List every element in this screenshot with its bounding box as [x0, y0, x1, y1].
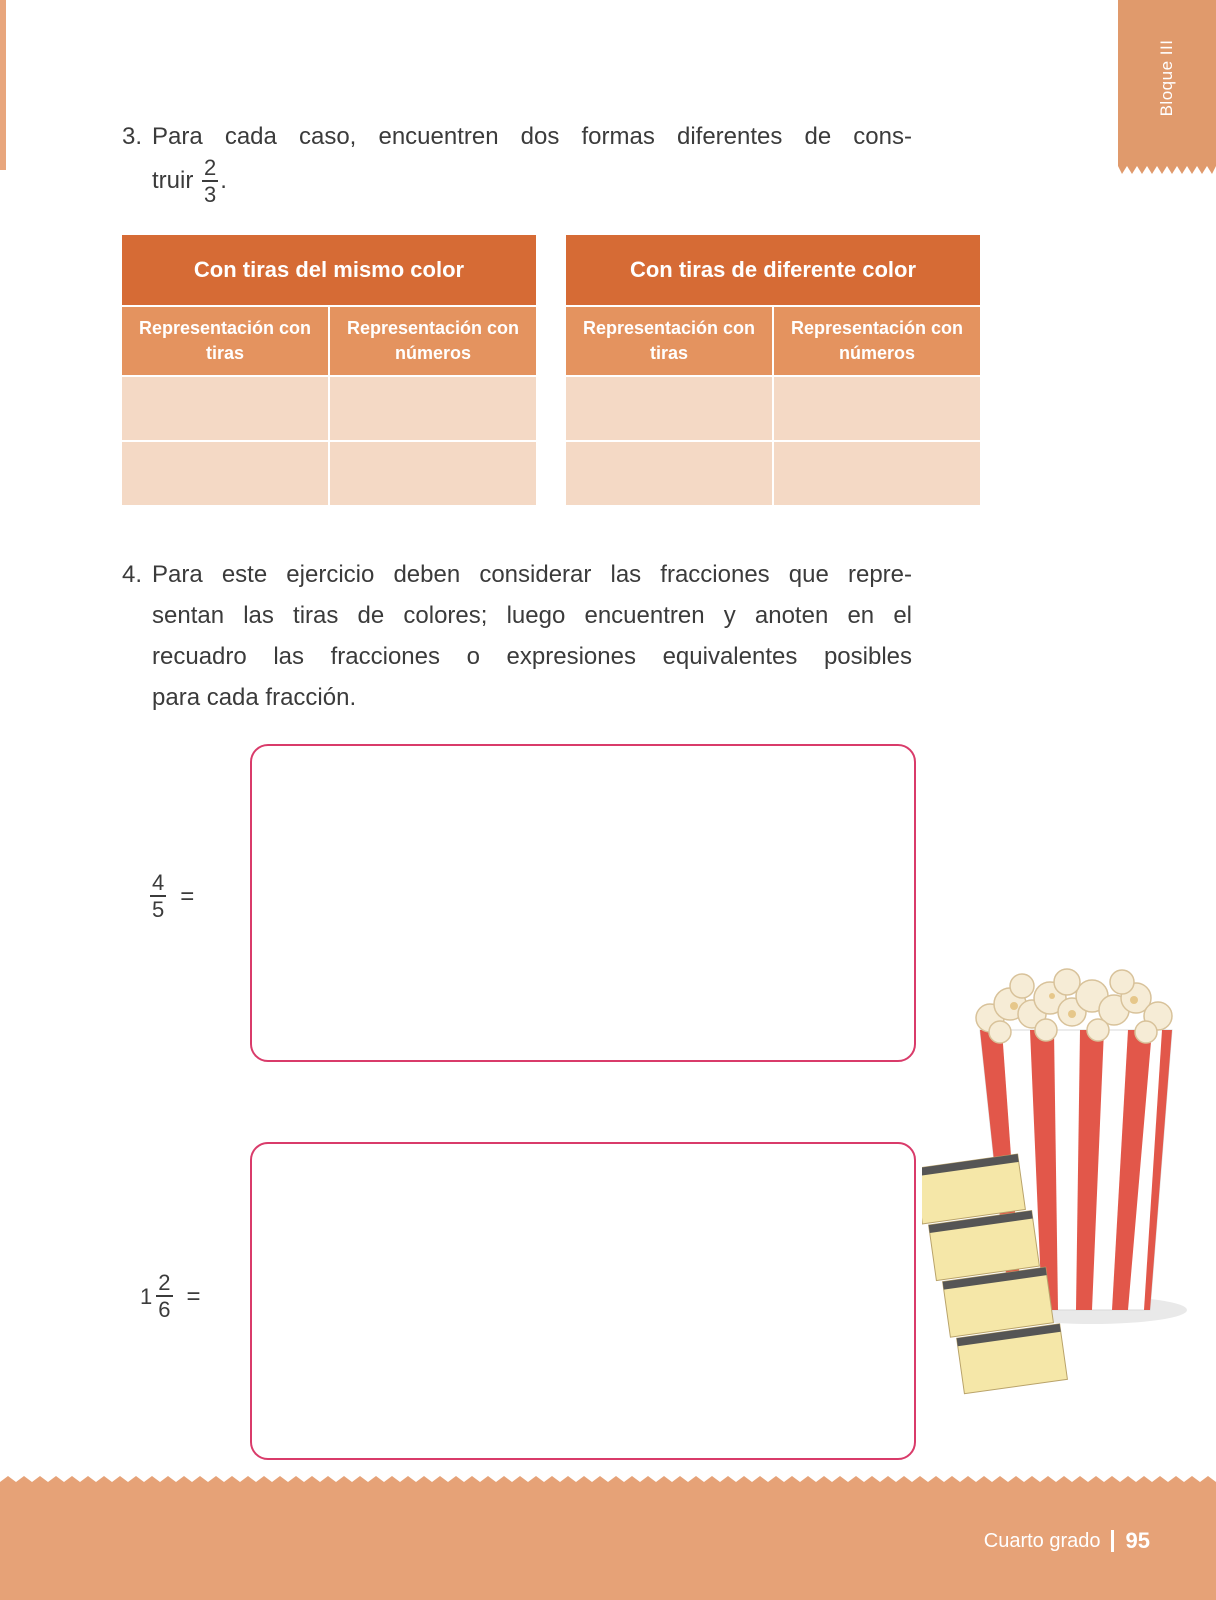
bloque-tab [1118, 0, 1216, 164]
exercise-4-text: Para este ejercicio deben considerar las fracciones que repre- [152, 561, 912, 588]
fraction-denominator: 3 [204, 182, 217, 207]
exercise-4-line [122, 554, 912, 595]
left-edge-accent [0, 0, 6, 170]
exercise-3-line1 [122, 116, 912, 157]
answer-cell[interactable] [122, 442, 328, 505]
footer-zigzag [0, 1476, 1216, 1490]
answer-cell[interactable] [328, 377, 536, 440]
equals-sign: = [180, 882, 195, 910]
grade-label: Cuarto grado [983, 1529, 1101, 1552]
fraction-numerator: 2 [204, 155, 217, 180]
exercise-3 [122, 116, 912, 206]
column-header-strips: Representación con tiras [566, 307, 772, 375]
table-same-color [122, 235, 536, 505]
exercise-4-number: 4. [122, 561, 143, 588]
answer-cell[interactable] [772, 377, 980, 440]
answer-cell[interactable] [328, 442, 536, 505]
bloque-label: Bloque III [1157, 39, 1176, 117]
bloque-tab-zigzag [1118, 164, 1216, 176]
footer-separator [1111, 1530, 1114, 1552]
page-number: 95 [1125, 1528, 1150, 1553]
column-header-strips: Representación con tiras [122, 307, 328, 375]
exercise-3-text: Para cada caso, encuentren dos formas diferentes de cons- [152, 123, 912, 150]
fraction-denominator: 5 [152, 897, 165, 922]
fraction [156, 1272, 172, 1321]
table-row [566, 377, 980, 440]
exercise-4-line: recuadro las fracciones o expresiones equivalentes posibles [152, 643, 912, 670]
answer-box-one-and-two-sixths[interactable] [250, 1142, 916, 1460]
fraction-numerator: 2 [158, 1270, 171, 1295]
answer-cell[interactable] [566, 377, 772, 440]
exercise-3-text-prefix: truir [152, 166, 194, 194]
fraction-label-four-fifths [148, 872, 194, 921]
exercise-3-line2 [122, 157, 912, 206]
exercise-4-line: sentan las tiras de colores; luego encuentren y anoten en el [152, 602, 912, 629]
table-row [566, 442, 980, 505]
fraction-label-one-and-two-sixths [140, 1272, 201, 1321]
popcorn-tickets-illustration [922, 960, 1192, 1400]
exercise-3-number: 3. [122, 123, 143, 150]
exercise-4 [122, 554, 912, 718]
fraction-two-thirds [202, 157, 218, 206]
table-title: Con tiras de diferente color [566, 235, 980, 305]
fraction-numerator: 4 [152, 870, 165, 895]
answer-cell[interactable] [566, 442, 772, 505]
column-header-numbers: Representación con números [328, 307, 536, 375]
fraction-denominator: 6 [158, 1297, 171, 1322]
page-footer [0, 1476, 1216, 1600]
table-header-row [566, 307, 980, 375]
table-row [122, 442, 536, 505]
table-title: Con tiras del mismo color [122, 235, 536, 305]
table-row [122, 377, 536, 440]
fraction [150, 872, 166, 921]
exercise-3-text-suffix: . [220, 166, 227, 194]
column-header-numbers: Representación con números [772, 307, 980, 375]
footer-text [984, 1528, 1150, 1554]
answer-cell[interactable] [772, 442, 980, 505]
answer-box-four-fifths[interactable] [250, 744, 916, 1062]
table-header-row [122, 307, 536, 375]
exercise-4-line: para cada fracción. [152, 684, 357, 711]
equals-sign: = [186, 1282, 201, 1310]
answer-cell[interactable] [122, 377, 328, 440]
whole-number: 1 [140, 1283, 153, 1309]
table-different-color [566, 235, 980, 505]
